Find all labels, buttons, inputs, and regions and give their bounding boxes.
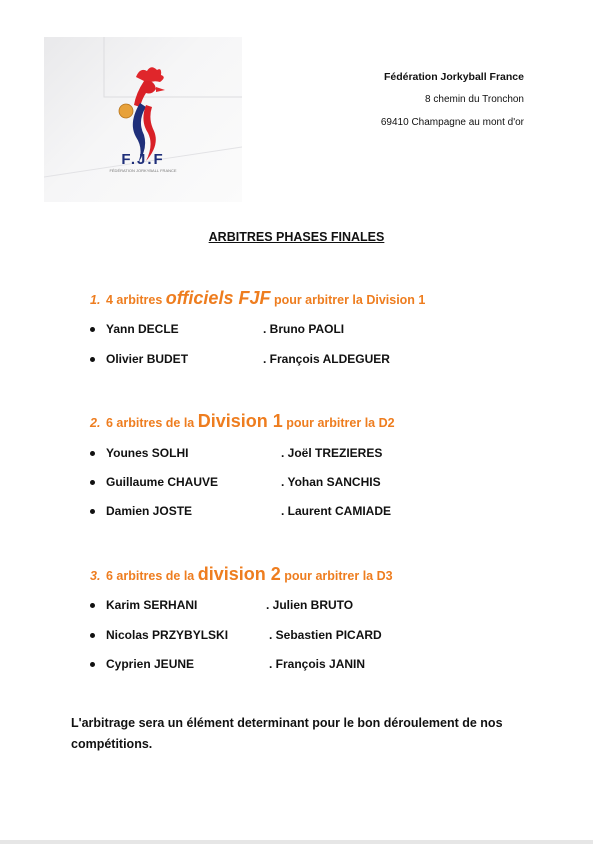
bullet-icon <box>90 603 95 608</box>
referee-name-left: Karim SERHANI <box>106 598 198 612</box>
bullet-icon <box>90 633 95 638</box>
bullet-icon <box>90 509 95 514</box>
bullet-icon <box>90 451 95 456</box>
referee-name-right: . Laurent CAMIADE <box>281 504 392 518</box>
section-highlight: Division 1 <box>197 411 283 431</box>
bullet-icon <box>90 662 95 667</box>
section-highlight: division 2 <box>197 564 281 584</box>
fjf-logo <box>44 37 242 202</box>
section-highlight: officiels FJF <box>165 288 271 308</box>
address-street: 8 chemin du Tronchon <box>425 94 524 105</box>
section-number: 3. <box>90 569 101 583</box>
referee-name-left: Damien JOSTE <box>106 504 193 518</box>
address-city: 69410 Champagne au mont d'or <box>380 117 524 128</box>
logo-text: F.J.F <box>121 151 165 168</box>
referee-name-right: . Joël TREZIERES <box>281 446 383 460</box>
referee-name-left: Nicolas PRZYBYLSKI <box>106 628 229 642</box>
referee-name-right: . Yohan SANCHIS <box>281 475 381 489</box>
referee-name-left: Younes SOLHI <box>106 446 189 460</box>
referee-name-right: . François ALDEGUER <box>263 352 390 366</box>
bullet-icon <box>90 480 95 485</box>
section-post: pour arbitrer la D3 <box>280 569 393 583</box>
referee-name-right: . Bruno PAOLI <box>263 322 345 336</box>
section-pre: 4 arbitres <box>106 293 166 307</box>
bullet-icon <box>90 357 95 362</box>
referee-name-right: . François JANIN <box>269 657 366 671</box>
bullet-icon <box>90 327 95 332</box>
referee-name-left: Olivier BUDET <box>106 352 189 366</box>
section-number: 1. <box>90 293 101 307</box>
organization-name: Fédération Jorkyball France <box>383 71 524 83</box>
logo-subtext: FÉDÉRATION JORKYBALL FRANCE <box>109 168 177 173</box>
section-heading-1 <box>90 288 425 309</box>
referee-name-left: Cyprien JEUNE <box>106 657 195 671</box>
section-post: pour arbitrer la D2 <box>282 416 395 430</box>
section-pre: 6 arbitres de la <box>106 416 198 430</box>
referee-name-left: Guillaume CHAUVE <box>106 475 219 489</box>
section-heading-3 <box>90 564 393 585</box>
section-post: pour arbitrer la Division 1 <box>270 293 426 307</box>
address-block <box>381 70 524 130</box>
rooster-logo-icon <box>44 37 242 202</box>
referee-name-right: . Sebastien PICARD <box>269 628 382 642</box>
page-title: ARBITRES PHASES FINALES <box>208 230 385 244</box>
referee-name-right: . Julien BRUTO <box>266 598 354 612</box>
section-number: 2. <box>90 416 101 430</box>
section-heading-2 <box>90 411 395 432</box>
section-pre: 6 arbitres de la <box>106 569 198 583</box>
referee-name-left: Yann DECLE <box>106 322 179 336</box>
conclusion-text: L'arbitrage sera un élément determinant pour le bon déroulement de nos compétitions. <box>71 716 503 751</box>
page-bottom-divider <box>0 840 593 844</box>
